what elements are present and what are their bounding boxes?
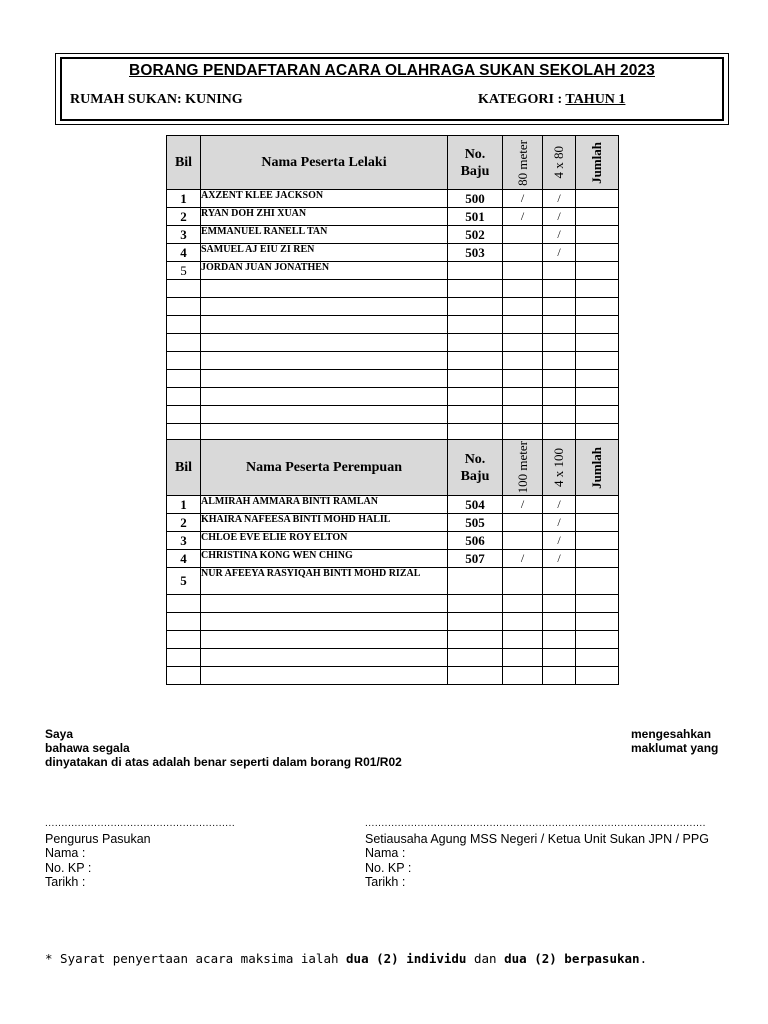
baju-cell — [448, 334, 503, 352]
event1-cell — [503, 226, 543, 244]
name-cell — [201, 649, 448, 667]
baju-cell — [448, 568, 503, 595]
baju-cell — [448, 406, 503, 424]
bil-cell — [167, 649, 201, 667]
bil-cell: 2 — [167, 514, 201, 532]
jumlah-cell — [576, 595, 619, 613]
baju-cell — [448, 388, 503, 406]
jumlah-cell — [576, 262, 619, 280]
signature-line: .......................................................... — [45, 818, 236, 829]
name-cell — [201, 316, 448, 334]
confirm-left-2: bahawa segala — [45, 741, 130, 755]
table-row — [167, 595, 619, 613]
jumlah-cell — [576, 388, 619, 406]
table-row — [167, 550, 619, 568]
event2-cell: / — [543, 208, 576, 226]
bil-cell: 2 — [167, 208, 201, 226]
event2-cell — [543, 388, 576, 406]
baju-cell: 507 — [448, 550, 503, 568]
signature-right — [365, 817, 709, 890]
bil-cell: 5 — [167, 262, 201, 280]
jumlah-cell — [576, 649, 619, 667]
event2-cell: / — [543, 532, 576, 550]
event2-cell — [543, 370, 576, 388]
baju-cell — [448, 613, 503, 631]
name-cell — [201, 595, 448, 613]
jumlah-cell — [576, 496, 619, 514]
event2-cell — [543, 262, 576, 280]
signature-left — [45, 817, 235, 890]
name-cell: EMMANUEL RANELL TAN — [201, 226, 448, 244]
baju-cell — [448, 298, 503, 316]
bil-cell — [167, 388, 201, 406]
name-cell — [201, 613, 448, 631]
bil-cell — [167, 280, 201, 298]
baju-cell: 505 — [448, 514, 503, 532]
baju-cell: 500 — [448, 190, 503, 208]
event1-cell — [503, 595, 543, 613]
event1-cell — [503, 298, 543, 316]
col-no-baju: No. Baju — [448, 440, 503, 496]
event1-cell — [503, 568, 543, 595]
bil-cell — [167, 613, 201, 631]
baju-cell: 501 — [448, 208, 503, 226]
col-event2: 4 x 100 — [543, 440, 576, 496]
event2-cell — [543, 613, 576, 631]
table-row — [167, 208, 619, 226]
table-row — [167, 649, 619, 667]
event2-cell: / — [543, 244, 576, 262]
event2-cell — [543, 352, 576, 370]
jumlah-cell — [576, 316, 619, 334]
event2-cell: / — [543, 514, 576, 532]
table-row — [167, 334, 619, 352]
event2-cell: / — [543, 226, 576, 244]
name-cell: NUR AFEEYA RASYIQAH BINTI MOHD RIZAL — [201, 568, 448, 595]
event2-cell: / — [543, 550, 576, 568]
name-cell: KHAIRA NAFEESA BINTI MOHD HALIL — [201, 514, 448, 532]
table-row — [167, 613, 619, 631]
event1-cell: / — [503, 550, 543, 568]
jumlah-cell — [576, 667, 619, 685]
bil-cell — [167, 316, 201, 334]
bil-cell: 5 — [167, 568, 201, 595]
event2-cell — [543, 316, 576, 334]
signature-nama: Nama : — [45, 846, 86, 860]
jumlah-cell — [576, 568, 619, 595]
event1-cell — [503, 370, 543, 388]
table-row — [167, 190, 619, 208]
bil-cell — [167, 595, 201, 613]
col-event1: 100 meter — [503, 440, 543, 496]
name-cell: AXZENT KLEE JACKSON — [201, 190, 448, 208]
event1-cell: / — [503, 496, 543, 514]
event2-cell — [543, 631, 576, 649]
bil-cell — [167, 298, 201, 316]
event2-cell — [543, 280, 576, 298]
event2-cell — [543, 595, 576, 613]
event1-cell: / — [503, 190, 543, 208]
event1-cell — [503, 334, 543, 352]
jumlah-cell — [576, 298, 619, 316]
event1-cell — [503, 388, 543, 406]
confirm-line-3: dinyatakan di atas adalah benar seperti dalam borang R01/R02 — [45, 755, 402, 769]
rumah-sukan: RUMAH SUKAN: KUNING — [70, 92, 243, 107]
signature-kp: No. KP : — [365, 860, 412, 875]
event1-cell — [503, 316, 543, 334]
bil-cell: 4 — [167, 244, 201, 262]
table-row — [167, 514, 619, 532]
baju-cell — [448, 631, 503, 649]
col-jumlah: Jumlah — [576, 136, 619, 190]
baju-cell — [448, 649, 503, 667]
bil-cell: 1 — [167, 190, 201, 208]
table-row — [167, 388, 619, 406]
jumlah-cell — [576, 613, 619, 631]
jumlah-cell — [576, 244, 619, 262]
baju-cell: 503 — [448, 244, 503, 262]
table-row — [167, 667, 619, 685]
table-row — [167, 352, 619, 370]
baju-cell — [448, 280, 503, 298]
name-cell — [201, 352, 448, 370]
event2-cell — [543, 334, 576, 352]
name-cell — [201, 280, 448, 298]
jumlah-cell — [576, 280, 619, 298]
bil-cell: 4 — [167, 550, 201, 568]
col-jumlah: Jumlah — [576, 440, 619, 496]
event1-cell — [503, 280, 543, 298]
signature-line: ........................................................................................................ — [365, 818, 706, 829]
event2-cell: / — [543, 496, 576, 514]
name-cell — [201, 334, 448, 352]
col-nama: Nama Peserta Lelaki — [201, 136, 448, 190]
confirm-right-1: mengesahkan — [631, 727, 712, 741]
event2-cell — [543, 568, 576, 595]
name-cell — [201, 406, 448, 424]
signature-tarikh: Tarikh : — [365, 875, 406, 889]
event1-cell: / — [503, 208, 543, 226]
signature-kp: No. KP : — [45, 860, 92, 875]
table-row — [167, 496, 619, 514]
table-perempuan — [166, 439, 619, 685]
event1-cell — [503, 631, 543, 649]
table-lelaki — [166, 135, 619, 442]
bil-cell — [167, 352, 201, 370]
col-bil: Bil — [167, 440, 201, 496]
baju-cell — [448, 370, 503, 388]
signature-role: Pengurus Pasukan — [45, 831, 151, 846]
jumlah-cell — [576, 550, 619, 568]
event1-cell — [503, 262, 543, 280]
form-title: BORANG PENDAFTARAN ACARA OLAHRAGA SUKAN SEKOLAH 2023 — [129, 62, 655, 79]
confirm-right-2: maklumat yang — [631, 741, 719, 755]
event1-cell — [503, 514, 543, 532]
signature-nama: Nama : — [365, 846, 406, 860]
baju-cell — [448, 262, 503, 280]
bil-cell: 3 — [167, 532, 201, 550]
baju-cell — [448, 352, 503, 370]
name-cell: ALMIRAH AMMARA BINTI RAMLAN — [201, 496, 448, 514]
jumlah-cell — [576, 370, 619, 388]
table-row — [167, 568, 619, 595]
bil-cell: 3 — [167, 226, 201, 244]
name-cell — [201, 388, 448, 406]
jumlah-cell — [576, 334, 619, 352]
event1-cell — [503, 667, 543, 685]
jumlah-cell — [576, 190, 619, 208]
kategori — [478, 92, 625, 108]
jumlah-cell — [576, 208, 619, 226]
bil-cell — [167, 334, 201, 352]
bil-cell — [167, 631, 201, 649]
baju-cell: 506 — [448, 532, 503, 550]
event1-cell — [503, 244, 543, 262]
baju-cell — [448, 595, 503, 613]
col-no-baju: No. Baju — [448, 136, 503, 190]
event2-cell — [543, 406, 576, 424]
event1-cell — [503, 532, 543, 550]
col-bil: Bil — [167, 136, 201, 190]
kategori-label: KATEGORI : — [478, 92, 566, 107]
name-cell: SAMUEL AJ EIU ZI REN — [201, 244, 448, 262]
baju-cell — [448, 316, 503, 334]
event2-cell — [543, 649, 576, 667]
table-row — [167, 226, 619, 244]
jumlah-cell — [576, 352, 619, 370]
table-row — [167, 262, 619, 280]
table-row — [167, 370, 619, 388]
jumlah-cell — [576, 406, 619, 424]
table-row — [167, 406, 619, 424]
event2-cell: / — [543, 190, 576, 208]
table-row — [167, 280, 619, 298]
name-cell — [201, 667, 448, 685]
baju-cell: 504 — [448, 496, 503, 514]
jumlah-cell — [576, 226, 619, 244]
col-event2: 4 x 80 — [543, 136, 576, 190]
table-row — [167, 316, 619, 334]
name-cell: JORDAN JUAN JONATHEN — [201, 262, 448, 280]
confirm-left-1: Saya — [45, 727, 74, 741]
table-row — [167, 532, 619, 550]
table-row — [167, 631, 619, 649]
name-cell: CHLOE EVE ELIE ROY ELTON — [201, 532, 448, 550]
baju-cell — [448, 667, 503, 685]
name-cell: CHRISTINA KONG WEN CHING — [201, 550, 448, 568]
table-row — [167, 298, 619, 316]
name-cell: RYAN DOH ZHI XUAN — [201, 208, 448, 226]
event1-cell — [503, 352, 543, 370]
bil-cell: 1 — [167, 496, 201, 514]
signature-role: Setiausaha Agung MSS Negeri / Ketua Unit Sukan JPN / PPG — [365, 831, 709, 846]
event1-cell — [503, 406, 543, 424]
jumlah-cell — [576, 514, 619, 532]
event2-cell — [543, 667, 576, 685]
name-cell — [201, 370, 448, 388]
jumlah-cell — [576, 532, 619, 550]
bil-cell — [167, 667, 201, 685]
jumlah-cell — [576, 631, 619, 649]
bil-cell — [167, 370, 201, 388]
name-cell — [201, 298, 448, 316]
bil-cell — [167, 406, 201, 424]
footnote: * Syarat penyertaan acara maksima ialah dua (2) individu dan dua (2) berpasukan. — [45, 951, 648, 966]
event2-cell — [543, 298, 576, 316]
col-event1: 80 meter — [503, 136, 543, 190]
table-row — [167, 244, 619, 262]
baju-cell: 502 — [448, 226, 503, 244]
event1-cell — [503, 649, 543, 667]
name-cell — [201, 631, 448, 649]
event1-cell — [503, 613, 543, 631]
signature-tarikh: Tarikh : — [45, 875, 86, 889]
col-nama: Nama Peserta Perempuan — [201, 440, 448, 496]
kategori-value: TAHUN 1 — [565, 92, 626, 107]
